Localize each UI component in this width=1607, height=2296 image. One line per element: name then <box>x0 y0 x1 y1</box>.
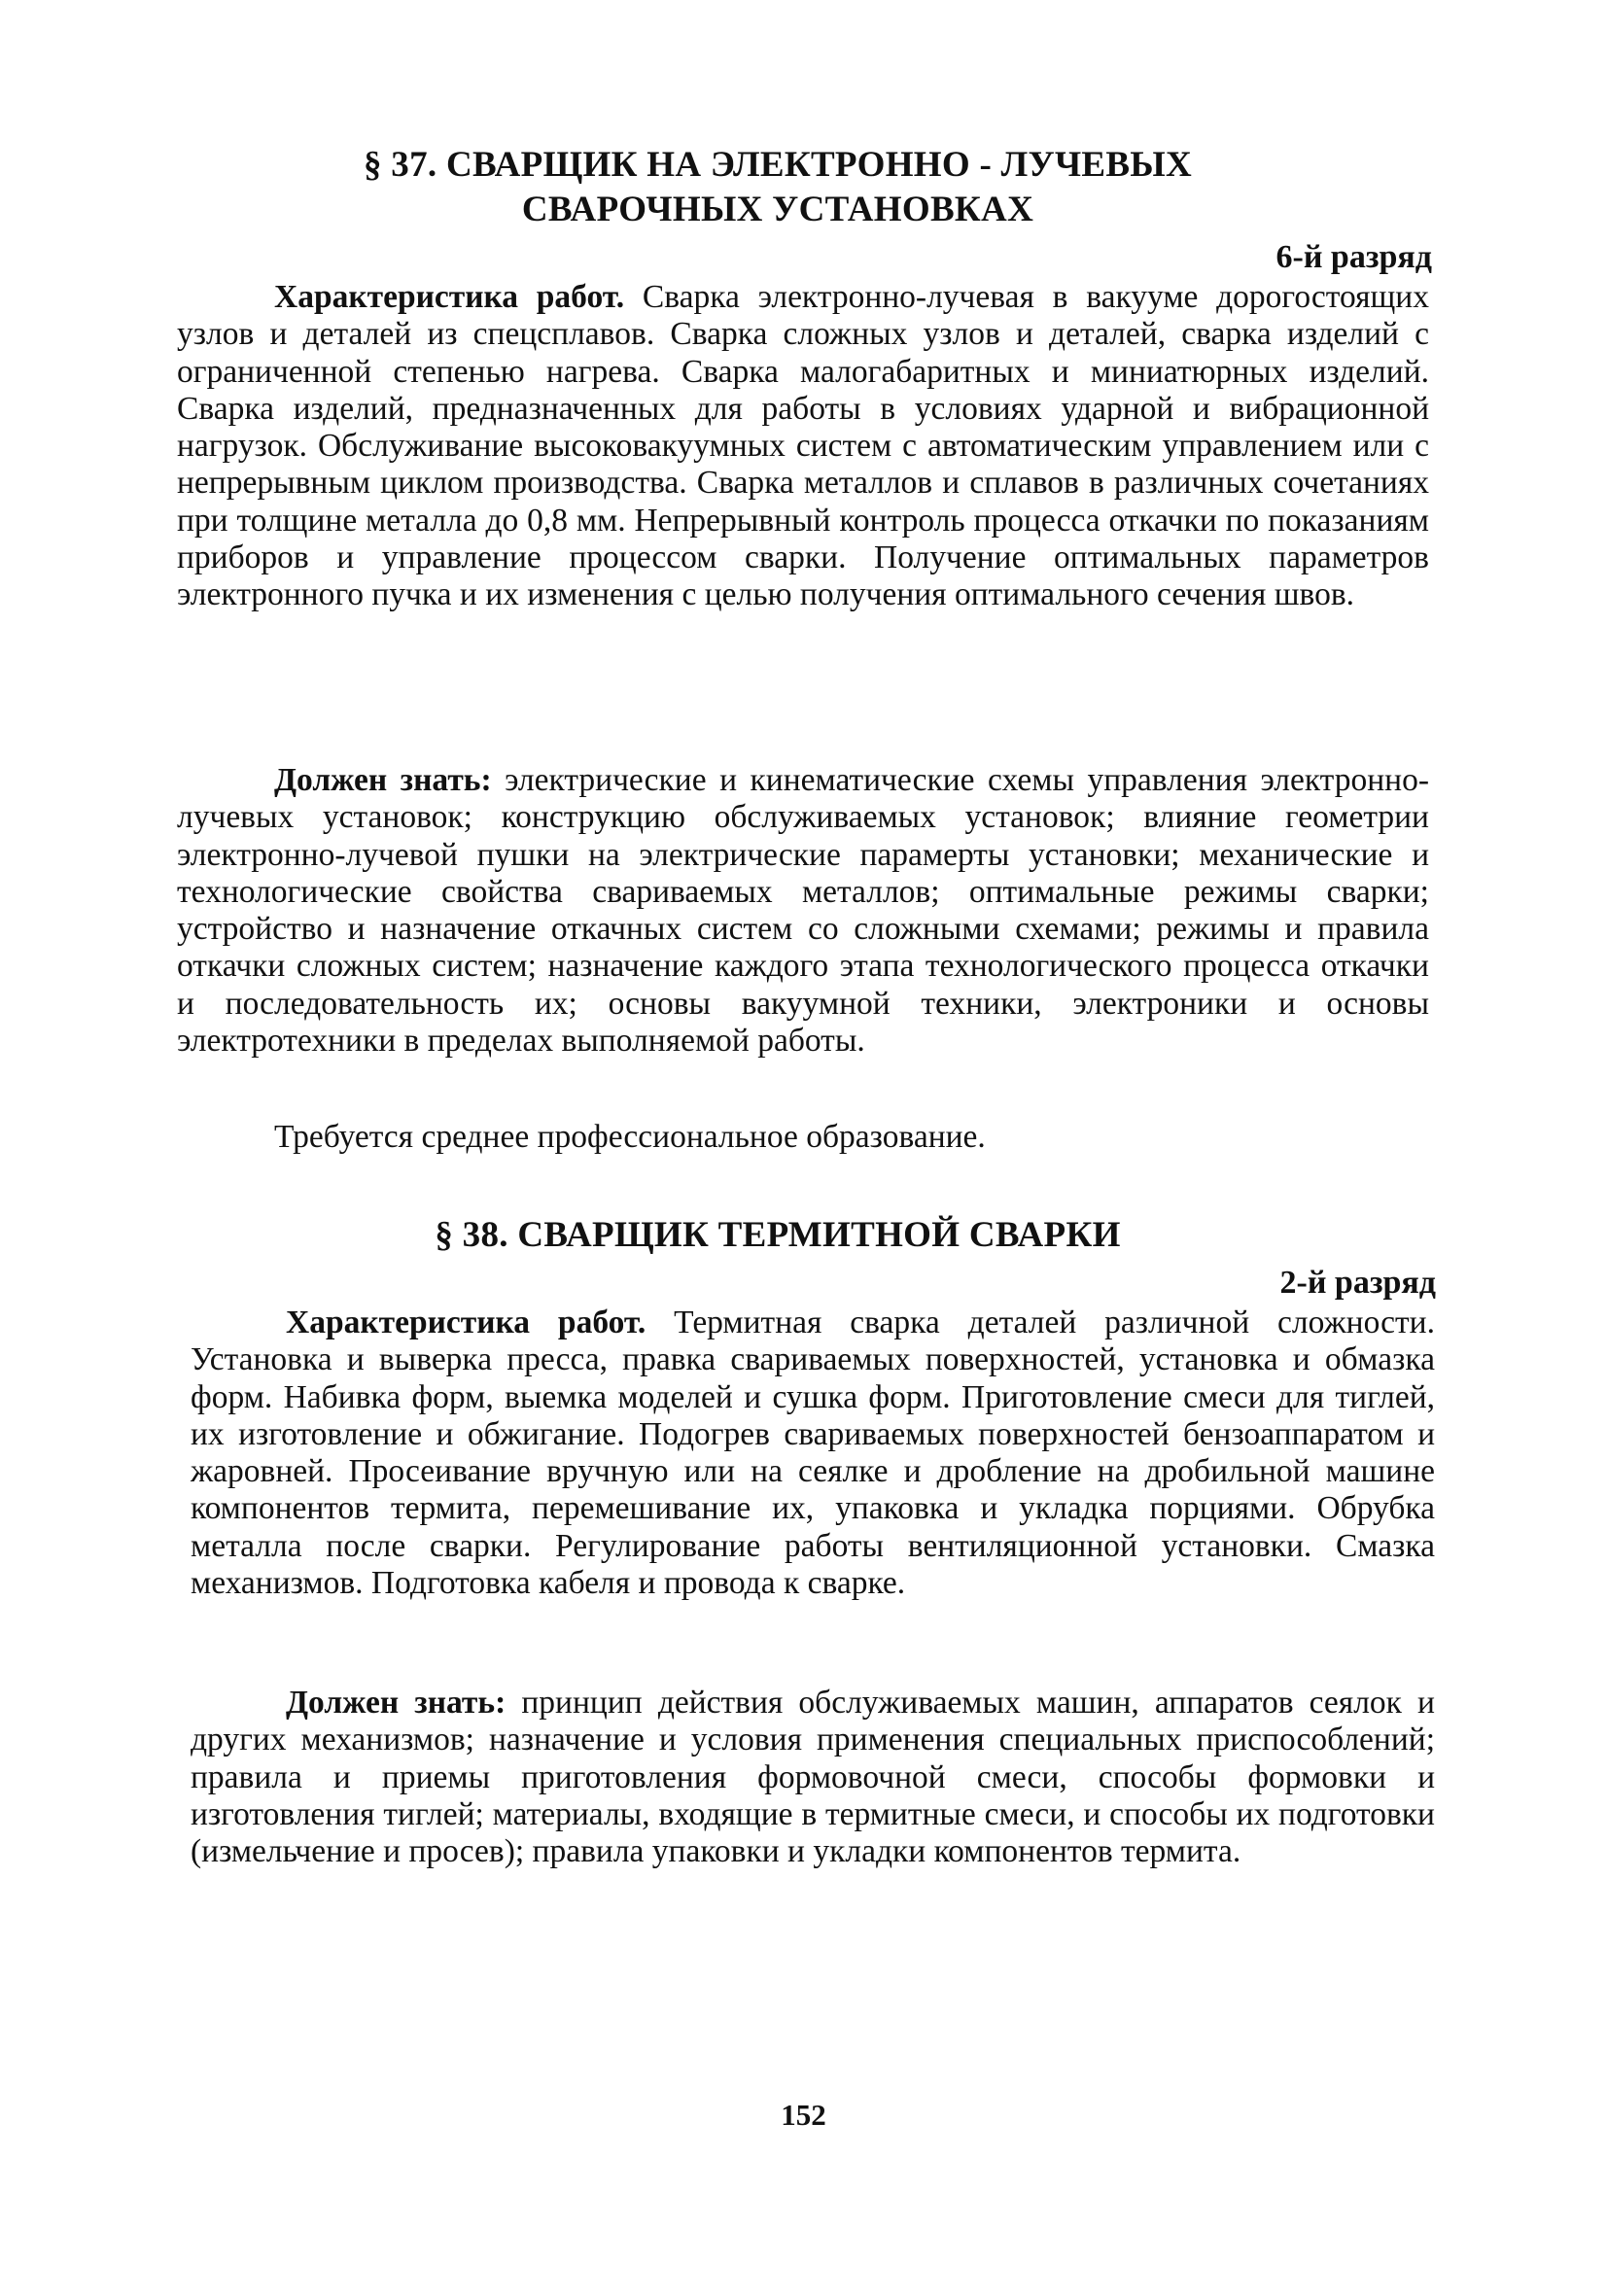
section-37-grade: 6-й разряд <box>1275 239 1432 275</box>
section-38-knowledge-text: принцип действия обслуживаемых машин, аппаратов сеялок и других механизмов; назначение и условия применения специальных приспособлений; правила и приемы приготовления формовочной смеси, способы формовки и изготовления тиглей; материалы, входящие в термитные смеси, и способы их подготовки (измельчение и просев); правила упаковки и укладки компонентов термита. <box>191 1685 1435 1870</box>
section-37-title-line-2: СВАРОЧНЫХ УСТАНОВКАХ <box>521 190 1034 229</box>
section-37-education: Требуется среднее профессиональное образование. <box>274 1119 986 1155</box>
section-37-title <box>146 143 1410 232</box>
section-37-knowledge-text: электрические и кинематические схемы управления электронно-лучевых установок; конструкцию обслуживаемых установок; влияние геометрии электронно-лучевой пушки на электрические парамерты установки; механические и технологические свойства свариваемых металлов; оптимальные режимы сварки; устройство и назначение откачных систем со сложными схемами; режимы и правила откачки сложных систем; назначение каждого этапа технологического процесса откачки и последовательность их; основы вакуумной техники, электроники и основы электротехники в пределах выполняемой работы. <box>177 762 1429 1060</box>
section-38-knowledge-label: Должен знать: <box>286 1685 507 1721</box>
section-37-work-text: Сварка электронно-лучевая в вакууме дорогостоящих узлов и деталей из спецсплавов. Сварка сложных узлов и деталей, сварка изделий с ограниченной степенью нагрева. Сварка малогабаритных и миниатюрных изделий. Сварка изделий, предназначенных для работы в условиях ударной и вибрационной нагрузок. Обслуживание высоковакуумных систем с автоматическим управлением или с непрерывным циклом производства. Сварка металлов и сплавов в различных сочетаниях при толщине металла до 0,8 мм. Непрерывный контроль процесса откачки по показаниям приборов и управление процессом сварки. Получение оптимальных параметров электронного пучка и их изменения с целью получения оптимального сечения швов. <box>177 279 1429 613</box>
page-number: 152 <box>781 2098 826 2132</box>
section-38-grade: 2-й разряд <box>1279 1265 1436 1301</box>
section-37-knowledge-label: Должен знать: <box>274 762 492 798</box>
section-38-work-text: Термитная сварка деталей различной сложности. Установка и выверка пресса, правка свариваемых поверхностей, установка и обмазка форм. Набивка форм, выемка моделей и сушка форм. Приготовление смеси для тиглей, их изготовление и обжигание. Подогрев свариваемых поверхностей бензоаппаратом и жаровней. Просеивание вручную или на сеялке и дробление на дробильной машине компонентов термита, перемешивание их, упаковка и укладка порциями. Обрубка металла после сварки. Регулирование работы вентиляционной установки. Смазка механизмов. Подготовка кабеля и провода к сварке. <box>191 1305 1435 1602</box>
section-38-work-paragraph <box>191 1305 1435 1602</box>
section-37-knowledge-paragraph <box>177 762 1429 1060</box>
section-38-work-label: Характеристика работ. <box>286 1305 646 1340</box>
section-37-work-label: Характеристика работ. <box>274 279 625 315</box>
section-38-title: § 38. СВАРЩИК ТЕРМИТНОЙ СВАРКИ <box>435 1215 1121 1255</box>
section-37-work-paragraph <box>177 279 1429 614</box>
section-38-knowledge-paragraph <box>191 1685 1435 1870</box>
section-37-title-line-1: § 37. СВАРЩИК НА ЭЛЕКТРОННО - ЛУЧЕВЫХ <box>363 145 1193 185</box>
